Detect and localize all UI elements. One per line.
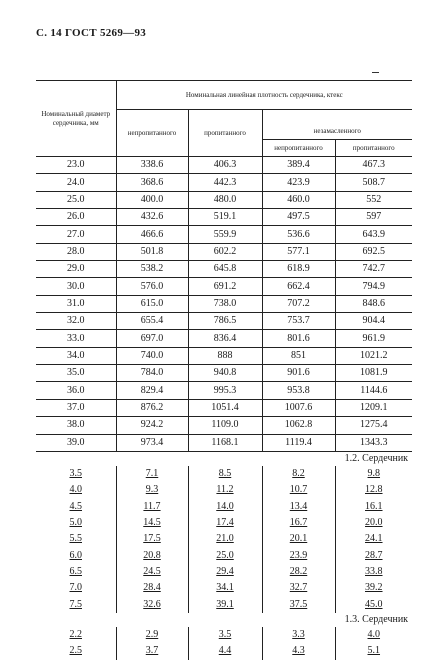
density-cell: 742.7 (335, 261, 412, 278)
table-row (36, 347, 412, 364)
page-header: С. 14 ГОСТ 5269—93 (36, 27, 147, 39)
density-cell: 1119.4 (262, 434, 335, 451)
density-cell: 876.2 (116, 399, 188, 416)
density-cell: 995.3 (188, 382, 262, 399)
table-row (36, 382, 412, 399)
density-cell: 1343.3 (335, 434, 412, 451)
diameter-cell: 26.0 (36, 209, 116, 226)
table-row (36, 434, 412, 451)
density-cell: 692.5 (335, 243, 412, 260)
density-cell: 389.4 (262, 157, 335, 174)
density-cell: 11.7 (116, 499, 188, 515)
density-cell: 20.8 (116, 548, 188, 564)
density-cell: 25.0 (188, 548, 262, 564)
density-cell: 4.0 (335, 627, 412, 643)
density-cell: 466.6 (116, 226, 188, 243)
density-cell: 480.0 (188, 191, 262, 208)
density-cell: 2.9 (116, 627, 188, 643)
density-cell: 901.6 (262, 365, 335, 382)
density-cell: 953.8 (262, 382, 335, 399)
density-cell: 8.2 (262, 466, 335, 482)
density-cell: 577.1 (262, 243, 335, 260)
table-row (36, 295, 412, 312)
table-row (36, 482, 412, 498)
diameter-cell: 7.0 (69, 582, 82, 594)
density-cell: 576.0 (116, 278, 188, 295)
density-cell: 9.8 (335, 466, 412, 482)
density-cell: 508.7 (335, 174, 412, 191)
density-cell: 662.4 (262, 278, 335, 295)
density-cell: 784.0 (116, 365, 188, 382)
table-body-main (36, 157, 412, 452)
diameter-cell: 24.0 (36, 174, 116, 191)
density-cell: 645.8 (188, 261, 262, 278)
table-row (36, 564, 412, 580)
density-cell: 10.7 (262, 482, 335, 498)
density-cell: 400.0 (116, 191, 188, 208)
table-row (36, 278, 412, 295)
diameter-cell: 36.0 (36, 382, 116, 399)
density-cell: 1062.8 (262, 417, 335, 434)
density-cell: 23.9 (262, 548, 335, 564)
table-row (36, 209, 412, 226)
diameter-cell: 5.0 (69, 517, 82, 529)
diameter-cell: 32.0 (36, 313, 116, 330)
diameter-cell: 2.5 (69, 645, 82, 657)
density-cell: 801.6 (262, 330, 335, 347)
density-cell: 28.2 (262, 564, 335, 580)
density-cell: 16.7 (262, 515, 335, 531)
table-row (36, 643, 412, 659)
diameter-cell: 33.0 (36, 330, 116, 347)
density-cell: 851 (262, 347, 335, 364)
density-cell: 707.2 (262, 295, 335, 312)
density-cell: 643.9 (335, 226, 412, 243)
diameter-cell: 31.0 (36, 295, 116, 312)
table-row (36, 627, 412, 643)
diameter-cell: 37.0 (36, 399, 116, 416)
density-cell: 829.4 (116, 382, 188, 399)
table-row (36, 417, 412, 434)
col-density-header: Номинальная линейная плотность сердечника, ктекс (116, 81, 412, 110)
diameter-cell: 34.0 (36, 347, 116, 364)
density-cell: 1081.9 (335, 365, 412, 382)
header-dash (372, 72, 379, 73)
density-table (36, 80, 412, 660)
density-cell: 4.3 (262, 643, 335, 659)
col-unoiled-nonprop-header: непропитанного (262, 140, 335, 157)
table-body-section3 (36, 627, 412, 660)
density-cell: 34.1 (188, 580, 262, 596)
density-cell: 740.0 (116, 347, 188, 364)
diameter-cell: 25.0 (36, 191, 116, 208)
density-cell: 1209.1 (335, 399, 412, 416)
col-diameter-header: Номинальный диаметр сердечника, мм (36, 81, 116, 157)
density-cell: 338.6 (116, 157, 188, 174)
density-cell: 16.1 (335, 499, 412, 515)
density-cell: 20.1 (262, 531, 335, 547)
density-cell: 32.6 (116, 597, 188, 613)
density-cell: 45.0 (335, 597, 412, 613)
col-prop-header: пропитанного (188, 110, 262, 157)
density-cell: 17.5 (116, 531, 188, 547)
density-cell: 20.0 (335, 515, 412, 531)
table-row (36, 261, 412, 278)
density-cell: 497.5 (262, 209, 335, 226)
table-row (36, 243, 412, 260)
table-row (36, 157, 412, 174)
density-cell: 1168.1 (188, 434, 262, 451)
col-unoiled-prop-header: пропитанного (335, 140, 412, 157)
density-cell: 597 (335, 209, 412, 226)
density-cell: 24.1 (335, 531, 412, 547)
col-nonprop-header: непропитанного (116, 110, 188, 157)
density-cell: 3.7 (116, 643, 188, 659)
diameter-cell: 30.0 (36, 278, 116, 295)
density-cell: 432.6 (116, 209, 188, 226)
diameter-cell: 5.5 (69, 533, 82, 545)
density-cell: 615.0 (116, 295, 188, 312)
density-cell: 697.0 (116, 330, 188, 347)
density-cell: 519.1 (188, 209, 262, 226)
diameter-cell: 4.5 (69, 500, 82, 512)
density-cell: 13.4 (262, 499, 335, 515)
table-row (36, 531, 412, 547)
diameter-cell: 28.0 (36, 243, 116, 260)
table-row (36, 330, 412, 347)
density-cell: 9.3 (116, 482, 188, 498)
section2-label-row (36, 451, 412, 466)
density-cell: 1275.4 (335, 417, 412, 434)
diameter-cell: 38.0 (36, 417, 116, 434)
table-body-section2 (36, 466, 412, 613)
density-cell: 1109.0 (188, 417, 262, 434)
density-cell: 691.2 (188, 278, 262, 295)
density-cell: 618.9 (262, 261, 335, 278)
density-cell: 655.4 (116, 313, 188, 330)
density-cell: 924.2 (116, 417, 188, 434)
density-cell: 552 (335, 191, 412, 208)
table-row (36, 399, 412, 416)
density-cell: 7.1 (116, 466, 188, 482)
density-cell: 961.9 (335, 330, 412, 347)
density-cell: 753.7 (262, 313, 335, 330)
table-row (36, 226, 412, 243)
density-cell: 501.8 (116, 243, 188, 260)
density-cell: 602.2 (188, 243, 262, 260)
density-cell: 559.9 (188, 226, 262, 243)
diameter-cell: 27.0 (36, 226, 116, 243)
table-row (36, 174, 412, 191)
density-cell: 28.4 (116, 580, 188, 596)
density-cell: 21.0 (188, 531, 262, 547)
density-cell: 1144.6 (335, 382, 412, 399)
density-cell: 1007.6 (262, 399, 335, 416)
density-cell: 848.6 (335, 295, 412, 312)
density-cell: 5.1 (335, 643, 412, 659)
diameter-cell: 39.0 (36, 434, 116, 451)
density-cell: 3.3 (262, 627, 335, 643)
density-cell: 794.9 (335, 278, 412, 295)
density-cell: 538.2 (116, 261, 188, 278)
density-cell: 33.8 (335, 564, 412, 580)
density-cell: 28.7 (335, 548, 412, 564)
table-row (36, 191, 412, 208)
density-cell: 1051.4 (188, 399, 262, 416)
density-cell: 738.0 (188, 295, 262, 312)
diameter-cell: 2.2 (69, 629, 82, 641)
table-row (36, 499, 412, 515)
density-cell: 17.4 (188, 515, 262, 531)
density-cell: 368.6 (116, 174, 188, 191)
table-row (36, 515, 412, 531)
table-row (36, 597, 412, 613)
density-cell: 3.5 (188, 627, 262, 643)
density-cell: 904.4 (335, 313, 412, 330)
diameter-cell: 6.0 (69, 549, 82, 561)
density-cell: 467.3 (335, 157, 412, 174)
col-unoiled-header: незамасленного (262, 110, 412, 140)
density-cell: 888 (188, 347, 262, 364)
density-cell: 8.5 (188, 466, 262, 482)
density-cell: 12.8 (335, 482, 412, 498)
density-cell: 24.5 (116, 564, 188, 580)
diameter-cell: 23.0 (36, 157, 116, 174)
table-row (36, 548, 412, 564)
density-cell: 39.2 (335, 580, 412, 596)
density-cell: 536.6 (262, 226, 335, 243)
density-cell: 406.3 (188, 157, 262, 174)
density-cell: 11.2 (188, 482, 262, 498)
density-cell: 32.7 (262, 580, 335, 596)
density-cell: 442.3 (188, 174, 262, 191)
section2-label: 1.2. Сердечник (344, 452, 409, 464)
diameter-cell: 3.5 (69, 468, 82, 480)
density-cell: 14.0 (188, 499, 262, 515)
diameter-cell: 35.0 (36, 365, 116, 382)
density-cell: 940.8 (188, 365, 262, 382)
diameter-cell: 4.0 (69, 484, 82, 496)
diameter-cell: 29.0 (36, 261, 116, 278)
table-row (36, 580, 412, 596)
diameter-cell: 7.5 (69, 598, 82, 610)
density-cell: 14.5 (116, 515, 188, 531)
density-cell: 973.4 (116, 434, 188, 451)
density-cell: 1021.2 (335, 347, 412, 364)
section3-label: 1.3. Сердечник (344, 613, 409, 625)
density-cell: 423.9 (262, 174, 335, 191)
table-row (36, 313, 412, 330)
density-cell: 39.1 (188, 597, 262, 613)
density-cell: 836.4 (188, 330, 262, 347)
density-cell: 37.5 (262, 597, 335, 613)
density-cell: 4.4 (188, 643, 262, 659)
density-cell: 29.4 (188, 564, 262, 580)
table-row (36, 466, 412, 482)
density-cell: 786.5 (188, 313, 262, 330)
diameter-cell: 6.5 (69, 566, 82, 578)
table-row (36, 365, 412, 382)
density-cell: 460.0 (262, 191, 335, 208)
